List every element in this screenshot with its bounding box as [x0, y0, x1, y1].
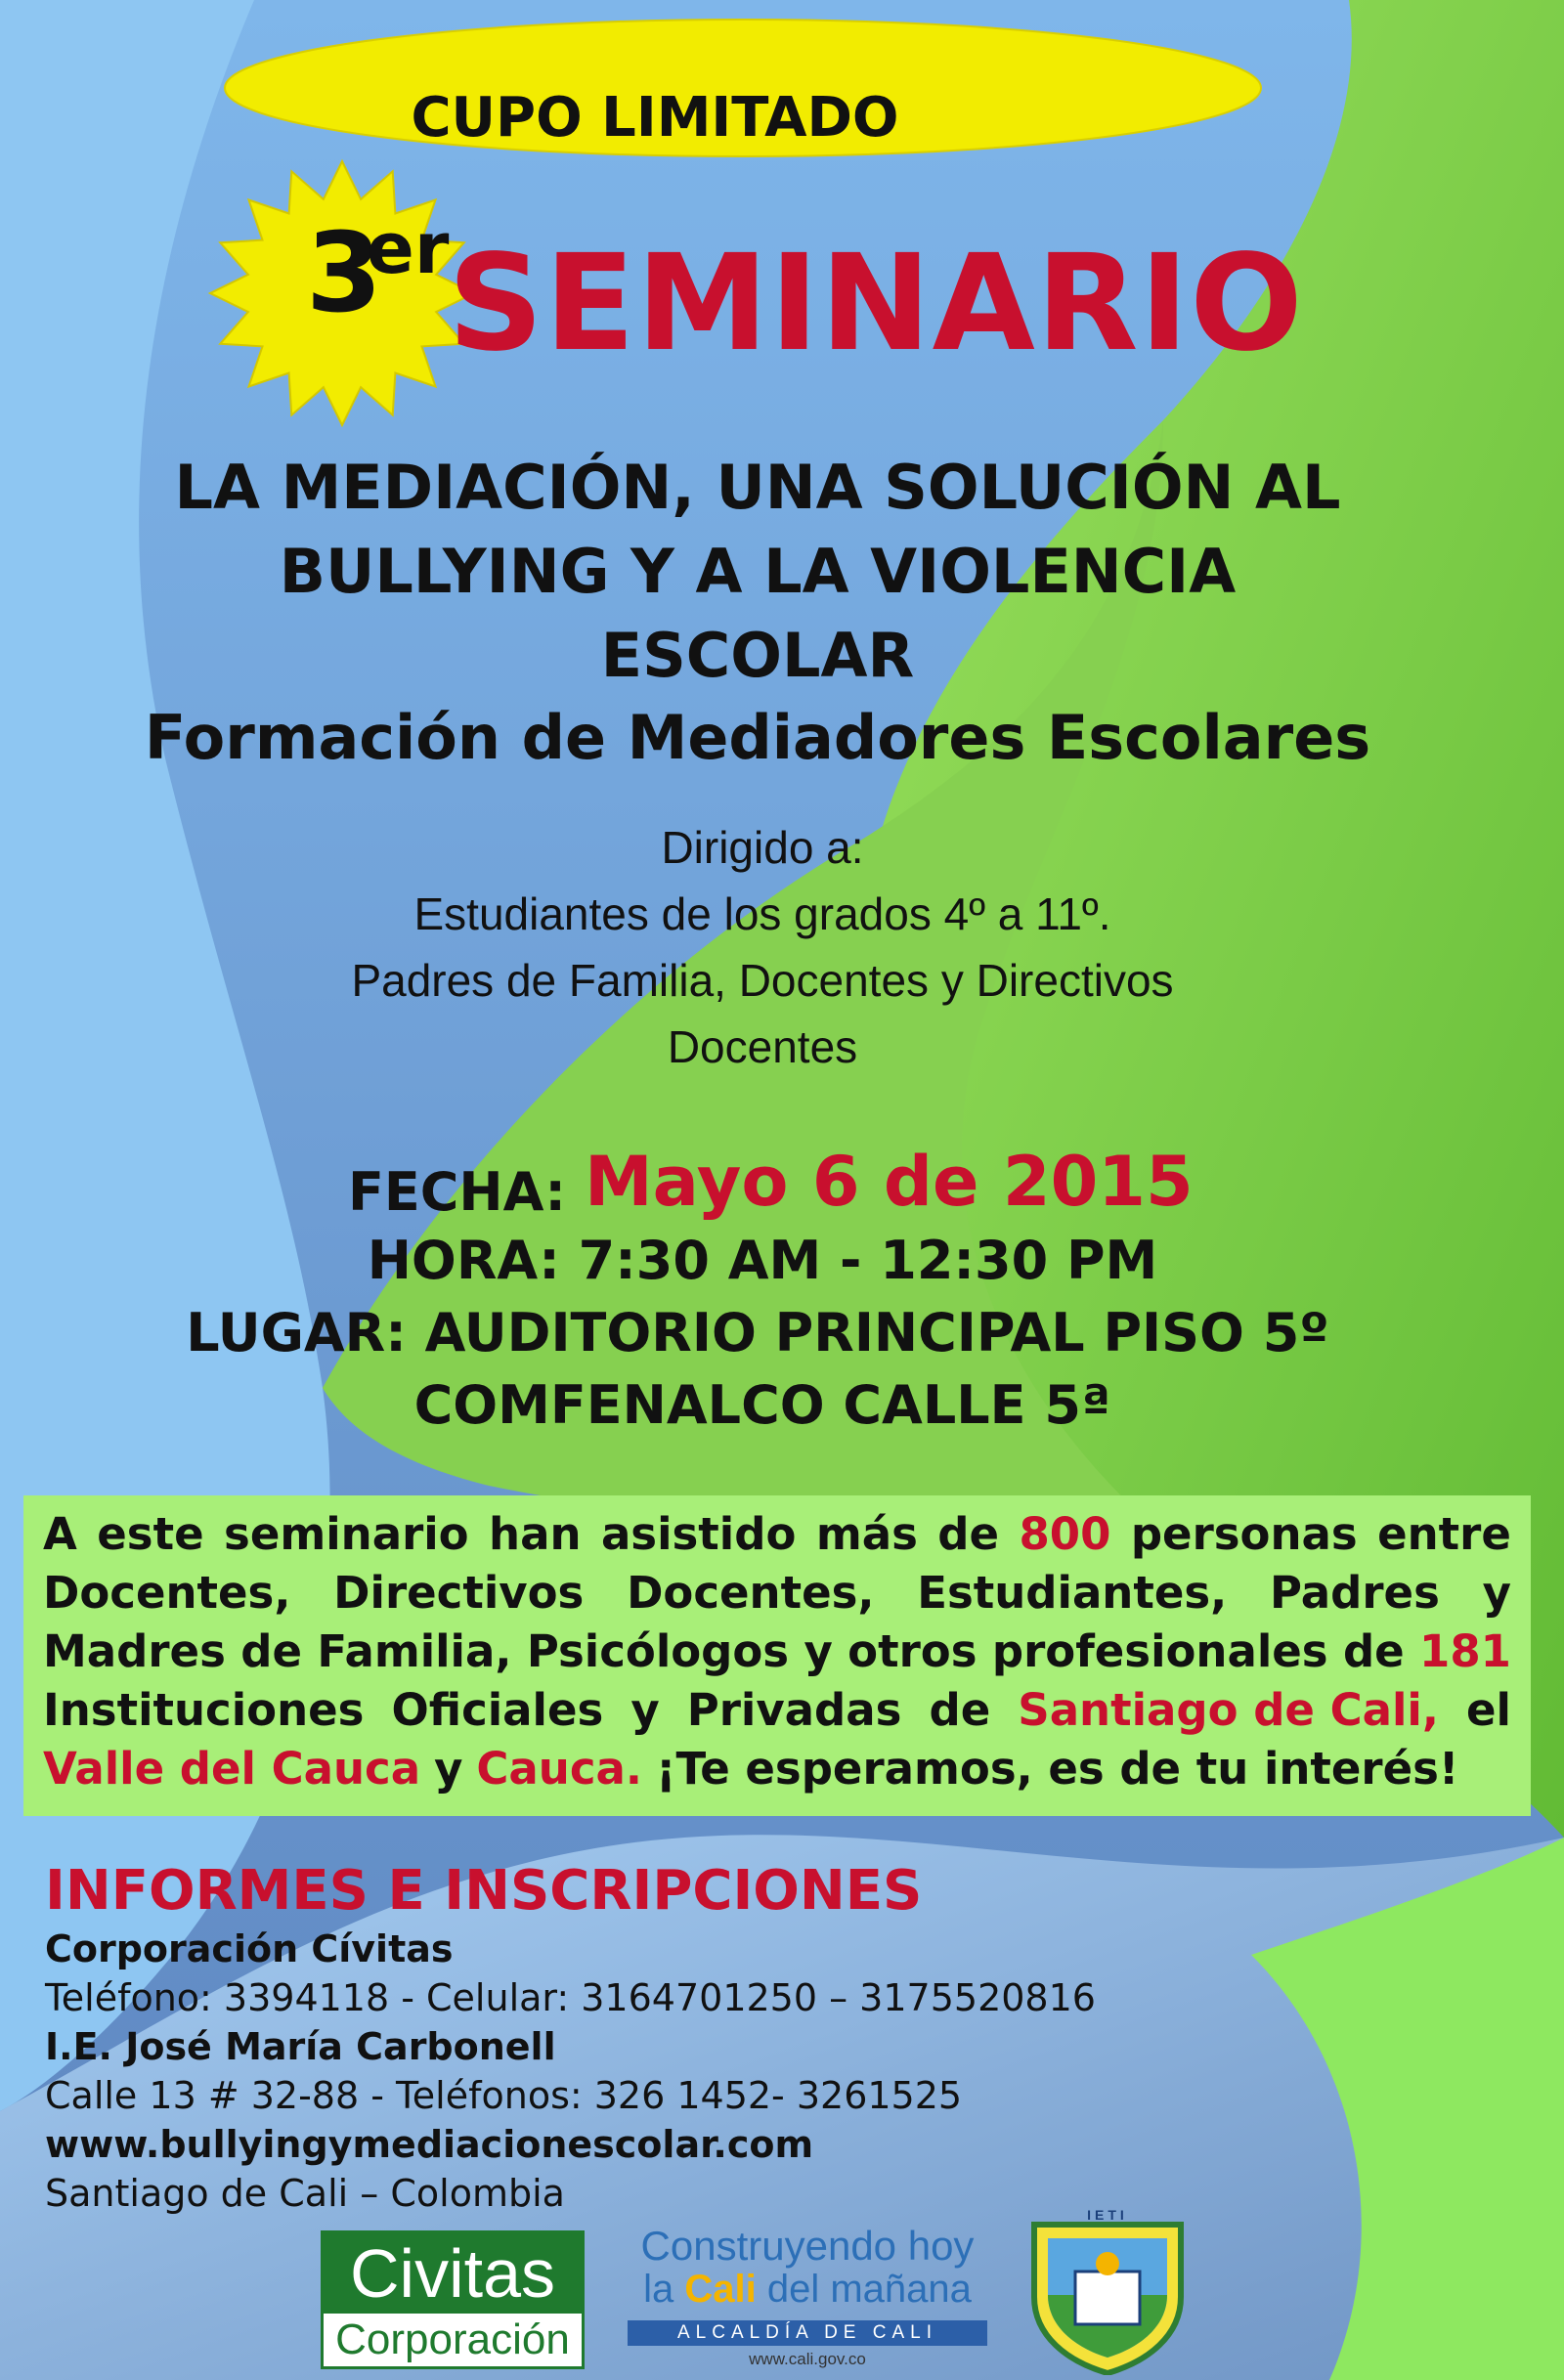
seminar-ordinal-number: 3 [306, 210, 382, 337]
alcaldia-cali-logo [622, 2223, 993, 2374]
note-line-2: Docentes, Directivos Docentes, Estudiantes, Padres y [43, 1567, 1511, 1619]
audience-line-1: Estudiantes de los grados 4º a 11º. [413, 888, 1111, 939]
school-crest-icon [1026, 2207, 1189, 2375]
limited-seats-banner: CUPO LIMITADO [411, 85, 899, 150]
cali-bar: ALCALDÍA DE CALI [628, 2320, 987, 2346]
civitas-logo [321, 2230, 585, 2369]
city-line: Santiago de Cali – Colombia [45, 2172, 565, 2215]
cali-slogan-line-2: la Cali del mañana [643, 2268, 972, 2311]
title-line-2: BULLYING Y A LA VIOLENCIA [279, 536, 1237, 607]
institution-count: 181 [1419, 1625, 1511, 1677]
attendee-count: 800 [1019, 1508, 1111, 1560]
date-value: Mayo 6 de 2015 [585, 1142, 1194, 1222]
org-name-school: I.E. José María Carbonell [45, 2025, 556, 2068]
school-crest-top: IETI [1087, 2207, 1128, 2223]
org-address-school: Calle 13 # 32-88 - Teléfonos: 326 1452- 3261525 [45, 2074, 963, 2117]
place-line-2: COMFENALCO CALLE 5ª [413, 1374, 1111, 1436]
place-line-1: LUGAR: AUDITORIO PRINCIPAL PISO 5º [186, 1302, 1329, 1363]
seminar-heading: SEMINARIO [448, 227, 1304, 381]
civitas-logo-top: Civitas [324, 2233, 582, 2314]
note-line-1: A este seminario han asistido más de 800 personas entre [43, 1505, 1511, 1564]
title-line-1: LA MEDIACIÓN, UNA SOLUCIÓN AL [174, 452, 1341, 523]
title-line-3: ESCOLAR [600, 620, 915, 691]
org-name-civitas: Corporación Cívitas [45, 1927, 454, 1970]
date-label: FECHA: [348, 1161, 566, 1223]
audience-line-2: Padres de Familia, Docentes y Directivos [351, 955, 1174, 1006]
note-line-3: Madres de Familia, Psicólogos y otros profesionales de 181 [43, 1623, 1511, 1681]
website-link[interactable]: www.bullyingymediacionescolar.com [45, 2123, 814, 2166]
audience-line-3: Docentes [667, 1021, 858, 1072]
civitas-logo-bottom: Corporación [335, 2315, 570, 2363]
note-line-4: Instituciones Oficiales y Privadas de Santiago de Cali, el [43, 1684, 1511, 1736]
seminar-ordinal-suffix: er [367, 207, 450, 289]
org-phones-civitas: Teléfono: 3394118 - Celular: 3164701250 – 3175520816 [45, 1976, 1096, 2019]
time-line: HORA: 7:30 AM - 12:30 PM [367, 1230, 1158, 1291]
attendance-note [23, 1495, 1531, 1816]
audience-label: Dirigido a: [661, 822, 864, 873]
note-line-5: Valle del Cauca y Cauca. ¡Te esperamos, es de tu interés! [43, 1743, 1459, 1795]
title-subtitle: Formación de Mediadores Escolares [144, 702, 1371, 773]
contact-heading: INFORMES E INSCRIPCIONES [45, 1859, 923, 1923]
cali-url: www.cali.gov.co [749, 2350, 866, 2368]
school-crest-logo [1026, 2207, 1189, 2375]
cali-slogan-line-1: Construyendo hoy [640, 2223, 975, 2269]
